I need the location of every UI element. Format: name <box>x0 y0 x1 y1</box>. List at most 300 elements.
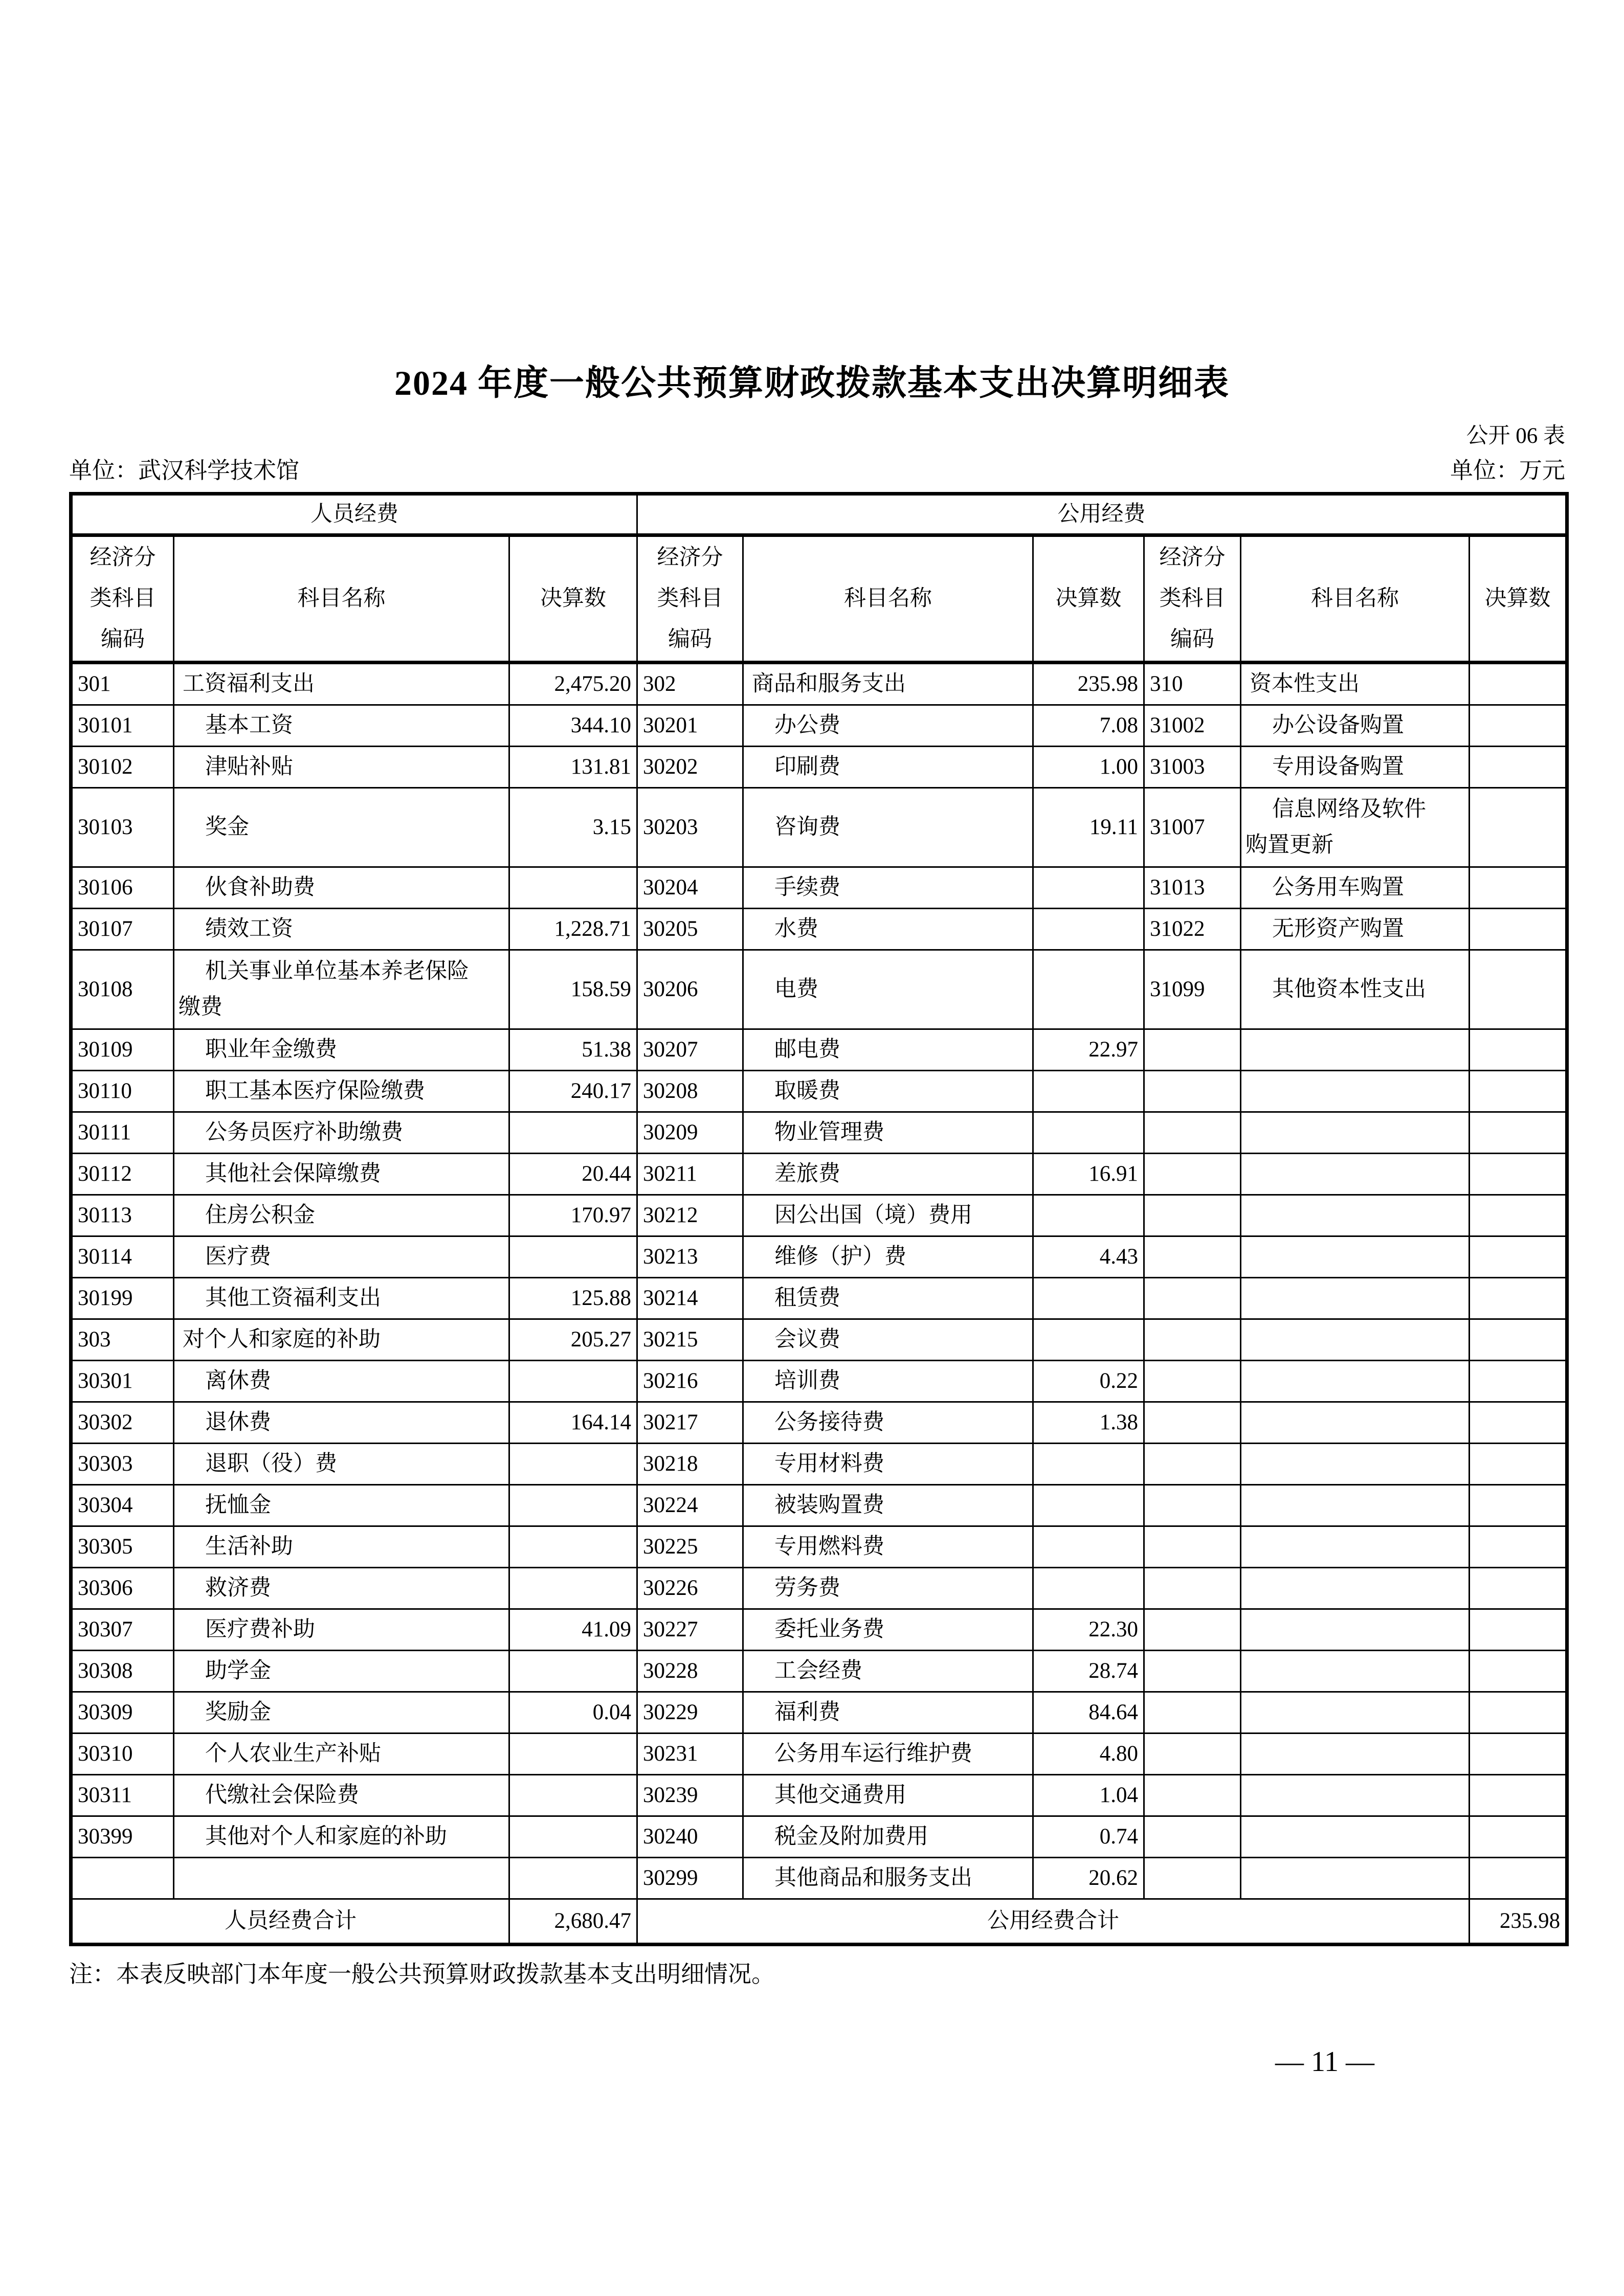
code-cell: 30216 <box>637 1361 743 1402</box>
name-cell: 基本工资 <box>174 705 509 747</box>
name-cell <box>1241 1236 1470 1278</box>
column-header: 科目名称 <box>743 535 1033 663</box>
value-cell: 131.81 <box>509 747 637 788</box>
value-cell <box>509 1816 637 1858</box>
name-cell: 职业年金缴费 <box>174 1029 509 1071</box>
value-cell <box>1033 1112 1144 1154</box>
value-cell <box>1470 1154 1567 1195</box>
code-cell: 310 <box>1144 663 1241 705</box>
value-cell: 1,228.71 <box>509 909 637 950</box>
code-cell: 30225 <box>637 1526 743 1568</box>
value-cell <box>1470 950 1567 1029</box>
name-cell: 工资福利支出 <box>174 663 509 705</box>
table-row <box>71 1816 1567 1858</box>
name-cell: 医疗费补助 <box>174 1609 509 1651</box>
value-cell: 2,475.20 <box>509 663 637 705</box>
name-cell: 其他商品和服务支出 <box>743 1858 1033 1899</box>
value-cell <box>509 1236 637 1278</box>
value-cell: 1.38 <box>1033 1402 1144 1444</box>
code-cell <box>1144 1278 1241 1319</box>
name-cell: 专用设备购置 <box>1241 747 1470 788</box>
name-cell: 其他资本性支出 <box>1241 950 1470 1029</box>
code-cell: 31013 <box>1144 867 1241 909</box>
name-cell <box>1241 1444 1470 1485</box>
name-cell <box>1241 1651 1470 1692</box>
value-cell: 51.38 <box>509 1029 637 1071</box>
name-cell: 委托业务费 <box>743 1609 1033 1651</box>
value-cell <box>1470 747 1567 788</box>
code-cell: 30110 <box>71 1071 174 1112</box>
code-cell: 30218 <box>637 1444 743 1485</box>
value-cell <box>1470 1444 1567 1485</box>
table-row <box>71 1858 1567 1899</box>
code-cell: 30106 <box>71 867 174 909</box>
name-cell: 其他交通费用 <box>743 1775 1033 1816</box>
name-cell: 专用材料费 <box>743 1444 1033 1485</box>
value-cell: 235.98 <box>1033 663 1144 705</box>
code-cell: 31022 <box>1144 909 1241 950</box>
column-header: 决算数 <box>1033 535 1144 663</box>
value-cell <box>509 1444 637 1485</box>
column-header: 决算数 <box>509 535 637 663</box>
code-cell: 30231 <box>637 1734 743 1775</box>
value-cell <box>509 1775 637 1816</box>
column-header <box>637 535 743 663</box>
value-cell <box>1470 1236 1567 1278</box>
value-cell <box>1470 1526 1567 1568</box>
value-cell <box>1470 867 1567 909</box>
name-cell <box>1241 1319 1470 1361</box>
table-row <box>71 1651 1567 1692</box>
value-cell <box>509 1485 637 1526</box>
value-cell: 7.08 <box>1033 705 1144 747</box>
name-cell: 因公出国（境）费用 <box>743 1195 1033 1236</box>
value-cell <box>1470 1858 1567 1899</box>
name-cell: 会议费 <box>743 1319 1033 1361</box>
table-row <box>71 705 1567 747</box>
code-cell <box>1144 1402 1241 1444</box>
value-cell: 28.74 <box>1033 1651 1144 1692</box>
code-cell <box>1144 1651 1241 1692</box>
column-header-row <box>71 535 1567 663</box>
code-cell: 30201 <box>637 705 743 747</box>
name-cell: 津贴补贴 <box>174 747 509 788</box>
value-cell: 344.10 <box>509 705 637 747</box>
table-row <box>71 1112 1567 1154</box>
name-cell: 差旅费 <box>743 1154 1033 1195</box>
code-cell <box>1144 1444 1241 1485</box>
value-cell: 205.27 <box>509 1319 637 1361</box>
code-cell: 31007 <box>1144 788 1241 867</box>
value-cell: 1.00 <box>1033 747 1144 788</box>
name-cell: 对个人和家庭的补助 <box>174 1319 509 1361</box>
name-cell: 手续费 <box>743 867 1033 909</box>
value-cell: 20.44 <box>509 1154 637 1195</box>
code-cell <box>1144 1071 1241 1112</box>
value-cell <box>1033 1444 1144 1485</box>
value-cell <box>509 1734 637 1775</box>
value-cell: 4.80 <box>1033 1734 1144 1775</box>
value-cell: 0.04 <box>509 1692 637 1734</box>
value-cell <box>1033 1526 1144 1568</box>
code-cell: 30301 <box>71 1361 174 1402</box>
table-row <box>71 1154 1567 1195</box>
unit-name-label: 单位：武汉科学技术馆 <box>69 458 300 483</box>
code-cell: 31099 <box>1144 950 1241 1029</box>
table-row <box>71 1609 1567 1651</box>
value-cell: 0.74 <box>1033 1816 1144 1858</box>
code-cell: 30211 <box>637 1154 743 1195</box>
table-row <box>71 1236 1567 1278</box>
value-cell <box>1470 1651 1567 1692</box>
code-cell: 30302 <box>71 1402 174 1444</box>
code-cell <box>1144 1195 1241 1236</box>
table-row <box>71 1692 1567 1734</box>
code-cell: 30203 <box>637 788 743 867</box>
totals-row <box>71 1899 1567 1945</box>
name-cell: 离休费 <box>174 1361 509 1402</box>
name-cell: 信息网络及软件购置更新 <box>1241 788 1470 867</box>
table-row <box>71 663 1567 705</box>
table-row <box>71 909 1567 950</box>
name-cell: 专用燃料费 <box>743 1526 1033 1568</box>
table-row <box>71 867 1567 909</box>
name-cell <box>1241 1568 1470 1609</box>
code-cell: 30305 <box>71 1526 174 1568</box>
name-cell: 退职（役）费 <box>174 1444 509 1485</box>
code-cell: 30101 <box>71 705 174 747</box>
code-cell: 30107 <box>71 909 174 950</box>
value-cell <box>1470 1485 1567 1526</box>
value-cell <box>1033 1319 1144 1361</box>
name-cell: 商品和服务支出 <box>743 663 1033 705</box>
name-cell: 取暖费 <box>743 1071 1033 1112</box>
code-cell: 31003 <box>1144 747 1241 788</box>
name-cell <box>1241 1361 1470 1402</box>
table-row <box>71 1775 1567 1816</box>
name-cell: 代缴社会保险费 <box>174 1775 509 1816</box>
value-cell: 240.17 <box>509 1071 637 1112</box>
value-cell <box>1033 1278 1144 1319</box>
code-cell: 30239 <box>637 1775 743 1816</box>
name-cell: 被装购置费 <box>743 1485 1033 1526</box>
name-cell: 工会经费 <box>743 1651 1033 1692</box>
code-cell: 30202 <box>637 747 743 788</box>
table-row <box>71 1734 1567 1775</box>
name-cell <box>1241 1775 1470 1816</box>
name-cell: 福利费 <box>743 1692 1033 1734</box>
name-cell: 办公费 <box>743 705 1033 747</box>
code-cell <box>1144 1609 1241 1651</box>
name-cell: 其他工资福利支出 <box>174 1278 509 1319</box>
table-row <box>71 747 1567 788</box>
code-cell: 30103 <box>71 788 174 867</box>
code-cell <box>1144 1734 1241 1775</box>
name-cell <box>1241 1029 1470 1071</box>
value-cell <box>509 1651 637 1692</box>
column-header <box>1144 535 1241 663</box>
code-cell: 30112 <box>71 1154 174 1195</box>
value-cell: 4.43 <box>1033 1236 1144 1278</box>
personnel-total-label: 人员经费合计 <box>71 1899 509 1945</box>
value-cell: 0.22 <box>1033 1361 1144 1402</box>
unit-row <box>69 452 1565 485</box>
code-cell: 30303 <box>71 1444 174 1485</box>
code-cell: 30108 <box>71 950 174 1029</box>
name-cell: 公务员医疗补助缴费 <box>174 1112 509 1154</box>
name-cell: 维修（护）费 <box>743 1236 1033 1278</box>
name-cell: 其他社会保障缴费 <box>174 1154 509 1195</box>
name-cell: 伙食补助费 <box>174 867 509 909</box>
name-cell <box>1241 1858 1470 1899</box>
name-cell <box>1241 1195 1470 1236</box>
value-cell <box>1470 663 1567 705</box>
group-header-public: 公用经费 <box>637 494 1567 535</box>
value-cell <box>1470 1278 1567 1319</box>
value-cell <box>1470 1112 1567 1154</box>
name-cell <box>174 1858 509 1899</box>
unit-money-label: 单位：万元 <box>1450 458 1565 483</box>
code-cell: 303 <box>71 1319 174 1361</box>
table-row <box>71 1361 1567 1402</box>
code-cell: 30113 <box>71 1195 174 1236</box>
public-total-label: 公用经费合计 <box>637 1899 1470 1945</box>
name-cell: 办公设备购置 <box>1241 705 1470 747</box>
value-cell: 84.64 <box>1033 1692 1144 1734</box>
code-cell: 30306 <box>71 1568 174 1609</box>
name-cell: 租赁费 <box>743 1278 1033 1319</box>
name-cell <box>1241 1734 1470 1775</box>
name-cell <box>1241 1692 1470 1734</box>
table-row <box>71 1485 1567 1526</box>
value-cell <box>1470 788 1567 867</box>
name-cell <box>1241 1112 1470 1154</box>
public-total-value: 235.98 <box>1470 1899 1567 1945</box>
column-header: 决算数 <box>1470 535 1567 663</box>
value-cell <box>1470 1402 1567 1444</box>
table-row <box>71 950 1567 1029</box>
code-cell: 30310 <box>71 1734 174 1775</box>
value-cell <box>1470 1071 1567 1112</box>
value-cell: 19.11 <box>1033 788 1144 867</box>
value-cell <box>1470 1816 1567 1858</box>
name-cell <box>1241 1154 1470 1195</box>
name-cell: 其他对个人和家庭的补助 <box>174 1816 509 1858</box>
name-cell: 救济费 <box>174 1568 509 1609</box>
table-code-label: 公开 06 表 <box>1466 424 1565 448</box>
footnote: 注：本表反映部门本年度一般公共预算财政拨款基本支出明细情况。 <box>69 1961 775 1987</box>
value-cell <box>509 1568 637 1609</box>
name-cell <box>1241 1609 1470 1651</box>
code-cell: 30208 <box>637 1071 743 1112</box>
column-header: 科目名称 <box>1241 535 1470 663</box>
code-cell: 30205 <box>637 909 743 950</box>
code-cell: 30209 <box>637 1112 743 1154</box>
code-cell <box>1144 1816 1241 1858</box>
name-cell: 水费 <box>743 909 1033 950</box>
name-cell <box>1241 1816 1470 1858</box>
name-cell: 邮电费 <box>743 1029 1033 1071</box>
value-cell <box>1033 1485 1144 1526</box>
code-cell: 30111 <box>71 1112 174 1154</box>
name-cell: 劳务费 <box>743 1568 1033 1609</box>
code-cell: 30215 <box>637 1319 743 1361</box>
table-row <box>71 1402 1567 1444</box>
code-cell: 30304 <box>71 1485 174 1526</box>
code-cell <box>1144 1858 1241 1899</box>
code-cell: 30309 <box>71 1692 174 1734</box>
code-cell: 30114 <box>71 1236 174 1278</box>
value-cell <box>509 1112 637 1154</box>
value-cell <box>509 1361 637 1402</box>
table-row <box>71 1568 1567 1609</box>
name-cell: 医疗费 <box>174 1236 509 1278</box>
page-number: — 11 — <box>1275 2046 1374 2078</box>
code-cell: 30212 <box>637 1195 743 1236</box>
code-cell: 30217 <box>637 1402 743 1444</box>
value-cell: 16.91 <box>1033 1154 1144 1195</box>
group-header-row <box>71 494 1567 535</box>
value-cell <box>1470 909 1567 950</box>
name-cell <box>1241 1071 1470 1112</box>
name-cell: 公务接待费 <box>743 1402 1033 1444</box>
table-row <box>71 1278 1567 1319</box>
name-cell: 机关事业单位基本养老保险缴费 <box>174 950 509 1029</box>
value-cell <box>1470 1609 1567 1651</box>
value-cell: 22.30 <box>1033 1609 1144 1651</box>
value-cell <box>1033 909 1144 950</box>
column-header-text: 经济分类科目编码 <box>657 546 723 651</box>
code-cell: 30399 <box>71 1816 174 1858</box>
code-cell <box>1144 1775 1241 1816</box>
value-cell <box>1033 950 1144 1029</box>
code-cell: 30213 <box>637 1236 743 1278</box>
name-cell <box>1241 1278 1470 1319</box>
name-cell: 绩效工资 <box>174 909 509 950</box>
name-cell: 电费 <box>743 950 1033 1029</box>
name-cell: 培训费 <box>743 1361 1033 1402</box>
name-cell: 职工基本医疗保险缴费 <box>174 1071 509 1112</box>
name-cell <box>1241 1485 1470 1526</box>
name-cell: 资本性支出 <box>1241 663 1470 705</box>
name-cell: 奖励金 <box>174 1692 509 1734</box>
code-cell: 30199 <box>71 1278 174 1319</box>
code-cell: 30299 <box>637 1858 743 1899</box>
value-cell <box>1033 1568 1144 1609</box>
value-cell: 164.14 <box>509 1402 637 1444</box>
value-cell <box>1033 1195 1144 1236</box>
code-cell <box>1144 1319 1241 1361</box>
code-cell: 30307 <box>71 1609 174 1651</box>
code-cell: 30224 <box>637 1485 743 1526</box>
column-header-text: 经济分类科目编码 <box>90 546 156 651</box>
code-cell <box>1144 1154 1241 1195</box>
column-header <box>71 535 174 663</box>
value-cell: 22.97 <box>1033 1029 1144 1071</box>
code-cell <box>71 1858 174 1899</box>
value-cell: 41.09 <box>509 1609 637 1651</box>
personnel-total-value: 2,680.47 <box>509 1899 637 1945</box>
value-cell <box>1470 1734 1567 1775</box>
name-cell: 物业管理费 <box>743 1112 1033 1154</box>
code-cell: 30102 <box>71 747 174 788</box>
value-cell <box>1470 1568 1567 1609</box>
table-row <box>71 1319 1567 1361</box>
table-row <box>71 1444 1567 1485</box>
name-cell: 退休费 <box>174 1402 509 1444</box>
value-cell: 20.62 <box>1033 1858 1144 1899</box>
value-cell <box>509 867 637 909</box>
name-cell: 咨询费 <box>743 788 1033 867</box>
name-cell: 奖金 <box>174 788 509 867</box>
name-cell: 生活补助 <box>174 1526 509 1568</box>
code-cell: 30207 <box>637 1029 743 1071</box>
table-row <box>71 1029 1567 1071</box>
code-cell: 30311 <box>71 1775 174 1816</box>
name-cell: 个人农业生产补贴 <box>174 1734 509 1775</box>
value-cell: 1.04 <box>1033 1775 1144 1816</box>
name-cell: 税金及附加费用 <box>743 1816 1033 1858</box>
name-cell: 住房公积金 <box>174 1195 509 1236</box>
table-row <box>71 1071 1567 1112</box>
table-row <box>71 1195 1567 1236</box>
code-cell <box>1144 1485 1241 1526</box>
code-cell: 301 <box>71 663 174 705</box>
value-cell <box>1470 1775 1567 1816</box>
value-cell <box>509 1858 637 1899</box>
code-cell: 302 <box>637 663 743 705</box>
value-cell <box>1470 1195 1567 1236</box>
value-cell: 125.88 <box>509 1278 637 1319</box>
value-cell <box>1470 1029 1567 1071</box>
value-cell: 158.59 <box>509 950 637 1029</box>
code-cell: 30240 <box>637 1816 743 1858</box>
value-cell: 3.15 <box>509 788 637 867</box>
column-header-text: 经济分类科目编码 <box>1159 546 1226 651</box>
name-cell: 公务用车购置 <box>1241 867 1470 909</box>
table-row <box>71 1526 1567 1568</box>
code-cell: 30228 <box>637 1651 743 1692</box>
code-cell <box>1144 1236 1241 1278</box>
value-cell <box>1033 867 1144 909</box>
code-cell: 30214 <box>637 1278 743 1319</box>
name-cell: 助学金 <box>174 1651 509 1692</box>
value-cell <box>1470 705 1567 747</box>
value-cell <box>1470 1319 1567 1361</box>
value-cell <box>1470 1361 1567 1402</box>
code-cell <box>1144 1692 1241 1734</box>
code-cell: 30226 <box>637 1568 743 1609</box>
budget-detail-table <box>69 492 1569 1946</box>
value-cell <box>509 1526 637 1568</box>
code-cell: 30109 <box>71 1029 174 1071</box>
code-cell <box>1144 1112 1241 1154</box>
column-header: 科目名称 <box>174 535 509 663</box>
code-cell: 31002 <box>1144 705 1241 747</box>
name-cell: 抚恤金 <box>174 1485 509 1526</box>
code-cell: 30229 <box>637 1692 743 1734</box>
group-header-personnel: 人员经费 <box>71 494 637 535</box>
value-cell <box>1033 1071 1144 1112</box>
name-cell: 公务用车运行维护费 <box>743 1734 1033 1775</box>
code-cell <box>1144 1029 1241 1071</box>
value-cell <box>1470 1692 1567 1734</box>
name-cell <box>1241 1526 1470 1568</box>
name-cell: 印刷费 <box>743 747 1033 788</box>
code-cell: 30308 <box>71 1651 174 1692</box>
value-cell: 170.97 <box>509 1195 637 1236</box>
table-row <box>71 788 1567 867</box>
